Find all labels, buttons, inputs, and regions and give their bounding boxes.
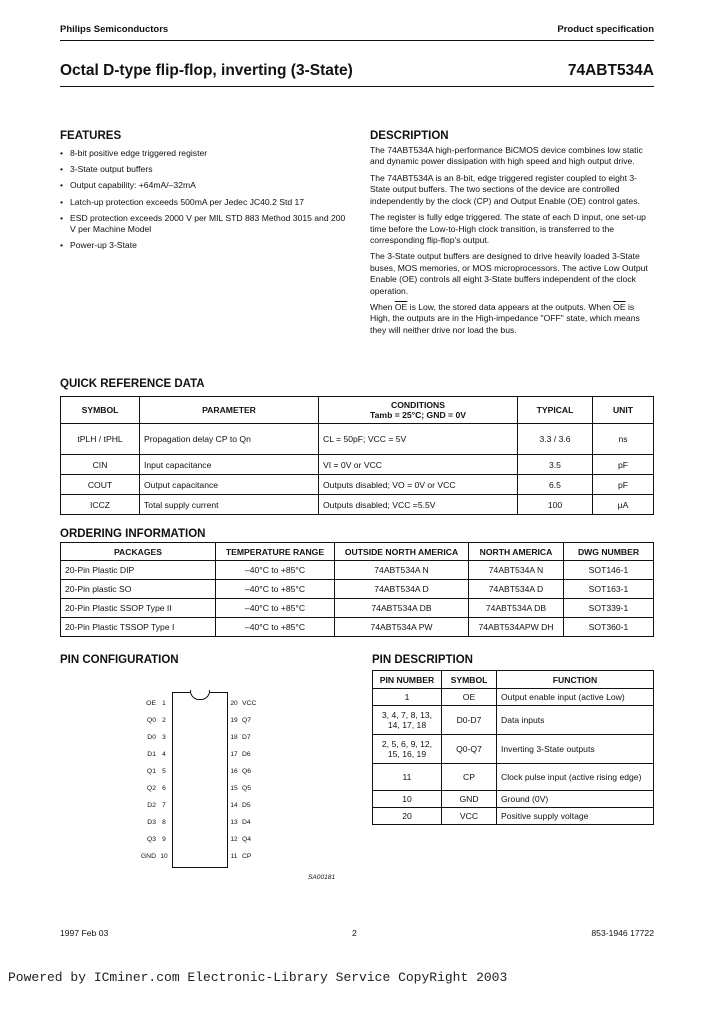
pin-name-right: Q5 xyxy=(242,785,252,792)
pin-name-right: D5 xyxy=(242,802,251,809)
table-cell: 3, 4, 7, 8, 13, 14, 17, 18 xyxy=(373,706,442,735)
footer-date: 1997 Feb 03 xyxy=(60,928,109,938)
description-paragraph: The register is fully edge triggered. The state of each D input, one set-up time before the Low-to-High clock transition, is transferred to the corresponding flip-flop's output. xyxy=(370,212,646,245)
pin-name-right: D7 xyxy=(242,734,251,741)
description-paragraph: The 3-State output buffers are designed to drive heavily loaded 3-State buses, MOS memories, or MOS microprocessors. The active Low Output Enable (OE) controls all eight 3-State buffers independent of the clock operation. xyxy=(370,251,648,296)
company-name: Philips Semiconductors xyxy=(60,24,169,35)
table-cell: Outputs disabled; VO = 0V or VCC xyxy=(319,475,518,495)
pin-number-left: 9 xyxy=(162,836,166,843)
table-cell: SOT146-1 xyxy=(564,561,654,580)
table-cell: Inverting 3-State outputs xyxy=(497,735,654,764)
table-cell: GND xyxy=(442,791,497,808)
table-cell: –40°C to +85°C xyxy=(216,580,335,599)
table-row xyxy=(61,455,654,475)
table-cell: Positive supply voltage xyxy=(497,808,654,825)
pin-name-right: Q6 xyxy=(242,768,252,775)
footer-code: 853-1946 17722 xyxy=(591,928,654,938)
pin-number-right: 16 xyxy=(230,768,238,775)
column-header: TYPICAL xyxy=(518,397,593,424)
table-cell: SOT360-1 xyxy=(564,618,654,637)
pin-number-left: 3 xyxy=(162,734,166,741)
pin-name-right: D4 xyxy=(242,819,251,826)
table-cell: –40°C to +85°C xyxy=(216,599,335,618)
table-cell: 11 xyxy=(373,764,442,791)
column-header xyxy=(319,397,518,424)
feature-item: • ESD protection exceeds 2000 V per MIL STD 883 Method 3015 and 200 V per Machine Model xyxy=(60,213,350,235)
quick-reference-heading: QUICK REFERENCE DATA xyxy=(60,378,205,390)
features-heading: FEATURES xyxy=(60,130,122,142)
table-cell: Ground (0V) xyxy=(497,791,654,808)
table-cell: OE xyxy=(442,689,497,706)
table-cell: µA xyxy=(593,495,654,515)
pin-number-left: 4 xyxy=(162,751,166,758)
feature-item: • 8-bit positive edge triggered register xyxy=(60,148,360,159)
table-cell: Clock pulse input (active rising edge) xyxy=(497,764,654,791)
column-header: PARAMETER xyxy=(140,397,319,424)
table-cell: 10 xyxy=(373,791,442,808)
column-header: OUTSIDE NORTH AMERICA xyxy=(335,543,469,561)
table-cell: Output enable input (active Low) xyxy=(497,689,654,706)
pin-name-left: D2 xyxy=(147,802,156,809)
pin-name-left: D0 xyxy=(147,734,156,741)
ic-package-outline xyxy=(172,692,228,868)
table-cell: VCC xyxy=(442,808,497,825)
table-cell: tPLH / tPHL xyxy=(61,424,140,455)
oe-signal: $\overline{OE}$ xyxy=(613,302,626,313)
ordering-table xyxy=(60,542,654,637)
column-header: SYMBOL xyxy=(61,397,140,424)
header-rule xyxy=(60,40,654,41)
column-header: SYMBOL xyxy=(442,671,497,689)
table-cell: Input capacitance xyxy=(140,455,319,475)
table-row xyxy=(373,808,654,825)
pin-number-right: 18 xyxy=(230,734,238,741)
pin-name-right: Q7 xyxy=(242,717,252,724)
pin-number-left: 2 xyxy=(162,717,166,724)
pin-description-heading: PIN DESCRIPTION xyxy=(372,654,473,666)
table-cell: Output capacitance xyxy=(140,475,319,495)
table-cell: 20-Pin Plastic TSSOP Type I xyxy=(61,618,216,637)
column-header: TEMPERATURE RANGE xyxy=(216,543,335,561)
table-cell: D0-D7 xyxy=(442,706,497,735)
description-body xyxy=(370,145,654,341)
table-cell: pF xyxy=(593,475,654,495)
table-cell: 74ABT534A D xyxy=(335,580,469,599)
features-list xyxy=(60,148,360,256)
description-heading: DESCRIPTION xyxy=(370,130,449,142)
table-cell: –40°C to +85°C xyxy=(216,561,335,580)
pin-number-right: 13 xyxy=(230,819,238,826)
pin-number-left: 1 xyxy=(162,700,166,707)
table-row xyxy=(61,599,654,618)
pin-configuration-heading: PIN CONFIGURATION xyxy=(60,654,179,666)
table-cell: 1 xyxy=(373,689,442,706)
table-row xyxy=(61,424,654,455)
pin-name-right: D6 xyxy=(242,751,251,758)
feature-item: • Power-up 3-State xyxy=(60,240,360,251)
feature-item: • Output capability: +64mA/–32mA xyxy=(60,180,360,191)
table-row xyxy=(373,689,654,706)
table-row xyxy=(373,706,654,735)
pin-number-left: 5 xyxy=(162,768,166,775)
figure-code: SA00181 xyxy=(308,874,336,881)
table-cell: 3.3 / 3.6 xyxy=(518,424,593,455)
pin-number-right: 12 xyxy=(230,836,238,843)
table-cell: SOT163-1 xyxy=(564,580,654,599)
pin-name-left: Q2 xyxy=(146,785,156,792)
table-row xyxy=(61,618,654,637)
table-cell: 74ABT534A N xyxy=(469,561,564,580)
title-rule xyxy=(60,86,654,87)
table-cell: 74ABT534A N xyxy=(335,561,469,580)
table-cell: CL = 50pF; VCC = 5V xyxy=(319,424,518,455)
table-cell: 20-Pin plastic SO xyxy=(61,580,216,599)
column-header: NORTH AMERICA xyxy=(469,543,564,561)
table-cell: CIN xyxy=(61,455,140,475)
table-cell: 20 xyxy=(373,808,442,825)
quick-reference-table xyxy=(60,396,654,515)
table-header-row xyxy=(61,543,654,561)
pin-number-right: 11 xyxy=(230,853,238,860)
table-cell: pF xyxy=(593,455,654,475)
footer-page-number: 2 xyxy=(352,928,357,938)
table-cell: –40°C to +85°C xyxy=(216,618,335,637)
table-cell: 100 xyxy=(518,495,593,515)
table-cell: COUT xyxy=(61,475,140,495)
conditions-subheader: Tamb = 25°C; GND = 0V xyxy=(370,410,466,420)
table-cell: 6.5 xyxy=(518,475,593,495)
pin-number-left: 6 xyxy=(162,785,166,792)
pin-number-right: 15 xyxy=(230,785,238,792)
watermark-text: Powered by ICminer.com Electronic-Library Service CopyRight 2003 xyxy=(8,970,508,985)
pin-number-left: 8 xyxy=(162,819,166,826)
conditions-header: CONDITIONS xyxy=(391,400,445,410)
column-header: PACKAGES xyxy=(61,543,216,561)
text-run: is High, the outputs are in the High-impedance "OFF" state, which means they will neither drive nor load the bus. xyxy=(370,302,640,335)
table-cell: Propagation delay CP to Qn xyxy=(140,424,319,455)
table-cell: 74ABT534A PW xyxy=(335,618,469,637)
table-header-row xyxy=(373,671,654,689)
pin-number-left: 7 xyxy=(162,802,166,809)
table-row xyxy=(373,735,654,764)
table-cell: Q0-Q7 xyxy=(442,735,497,764)
feature-item: • Latch-up protection exceeds 500mA per Jedec JC40.2 Std 17 xyxy=(60,197,360,208)
pin-name-left: Q1 xyxy=(146,768,156,775)
text-run: When xyxy=(370,302,395,313)
pin-name-left: D3 xyxy=(147,819,156,826)
table-row xyxy=(61,475,654,495)
table-cell: 74ABT534A DB xyxy=(469,599,564,618)
table-cell: ICCZ xyxy=(61,495,140,515)
description-paragraph: The 74ABT534A high-performance BiCMOS device combines low static and dynamic power dissipation with high speed and high output drive. xyxy=(370,145,643,167)
table-row xyxy=(373,764,654,791)
table-cell: CP xyxy=(442,764,497,791)
document-type: Product specification xyxy=(557,24,654,35)
pin-number-right: 14 xyxy=(230,802,238,809)
feature-item: • 3-State output buffers xyxy=(60,164,360,175)
column-header: DWG NUMBER xyxy=(564,543,654,561)
pin-number-right: 19 xyxy=(230,717,238,724)
column-header: FUNCTION xyxy=(497,671,654,689)
pin-number-right: 17 xyxy=(230,751,238,758)
table-cell: Total supply current xyxy=(140,495,319,515)
pin-name-right: Q4 xyxy=(242,836,252,843)
description-paragraph xyxy=(370,302,654,336)
oe-signal: $\overline{OE}$ xyxy=(394,302,408,313)
table-row xyxy=(373,791,654,808)
table-cell: ns xyxy=(593,424,654,455)
pin-description-table xyxy=(372,670,654,825)
pin-name-left: GND xyxy=(140,853,156,860)
pin-name-left: D1 xyxy=(147,751,156,758)
column-header: UNIT xyxy=(593,397,654,424)
text-run: is Low, the stored data appears at the outputs. When xyxy=(407,302,614,313)
table-cell: SOT339-1 xyxy=(564,599,654,618)
page-title: Octal D-type flip-flop, inverting (3-State) xyxy=(60,62,353,79)
ordering-heading: ORDERING INFORMATION xyxy=(60,528,206,540)
pin-name-left: Q0 xyxy=(146,717,156,724)
table-cell: 74ABT534A D xyxy=(469,580,564,599)
table-cell: 20-Pin Plastic DIP xyxy=(61,561,216,580)
table-cell: 2, 5, 6, 9, 12, 15, 16, 19 xyxy=(373,735,442,764)
table-header-row xyxy=(61,397,654,424)
pin-name-left: Q3 xyxy=(146,836,156,843)
description-paragraph: The 74ABT534A is an 8-bit, edge triggered register coupled to eight 3-State output buffers. The two sections of the device are controlled independently by the clock (CP) and Output Enable (OE) control gates. xyxy=(370,172,640,206)
table-cell: Data inputs xyxy=(497,706,654,735)
table-cell: Outputs disabled; VCC =5.5V xyxy=(319,495,518,515)
table-cell: VI = 0V or VCC xyxy=(319,455,518,475)
pin-name-right: VCC xyxy=(242,700,257,707)
pin-name-right: CP xyxy=(242,853,252,860)
table-row xyxy=(61,495,654,515)
pin-number-left: 10 xyxy=(160,853,168,860)
column-header: PIN NUMBER xyxy=(373,671,442,689)
pin-number-right: 20 xyxy=(230,700,238,707)
table-cell: 3.5 xyxy=(518,455,593,475)
table-cell: 74ABT534A DB xyxy=(335,599,469,618)
table-row xyxy=(61,580,654,599)
pin-name-left: OE xyxy=(146,700,156,707)
table-cell: 20-Pin Plastic SSOP Type II xyxy=(61,599,216,618)
part-number: 74ABT534A xyxy=(567,62,654,79)
table-row xyxy=(61,561,654,580)
table-cell: 74ABT534APW DH xyxy=(469,618,564,637)
